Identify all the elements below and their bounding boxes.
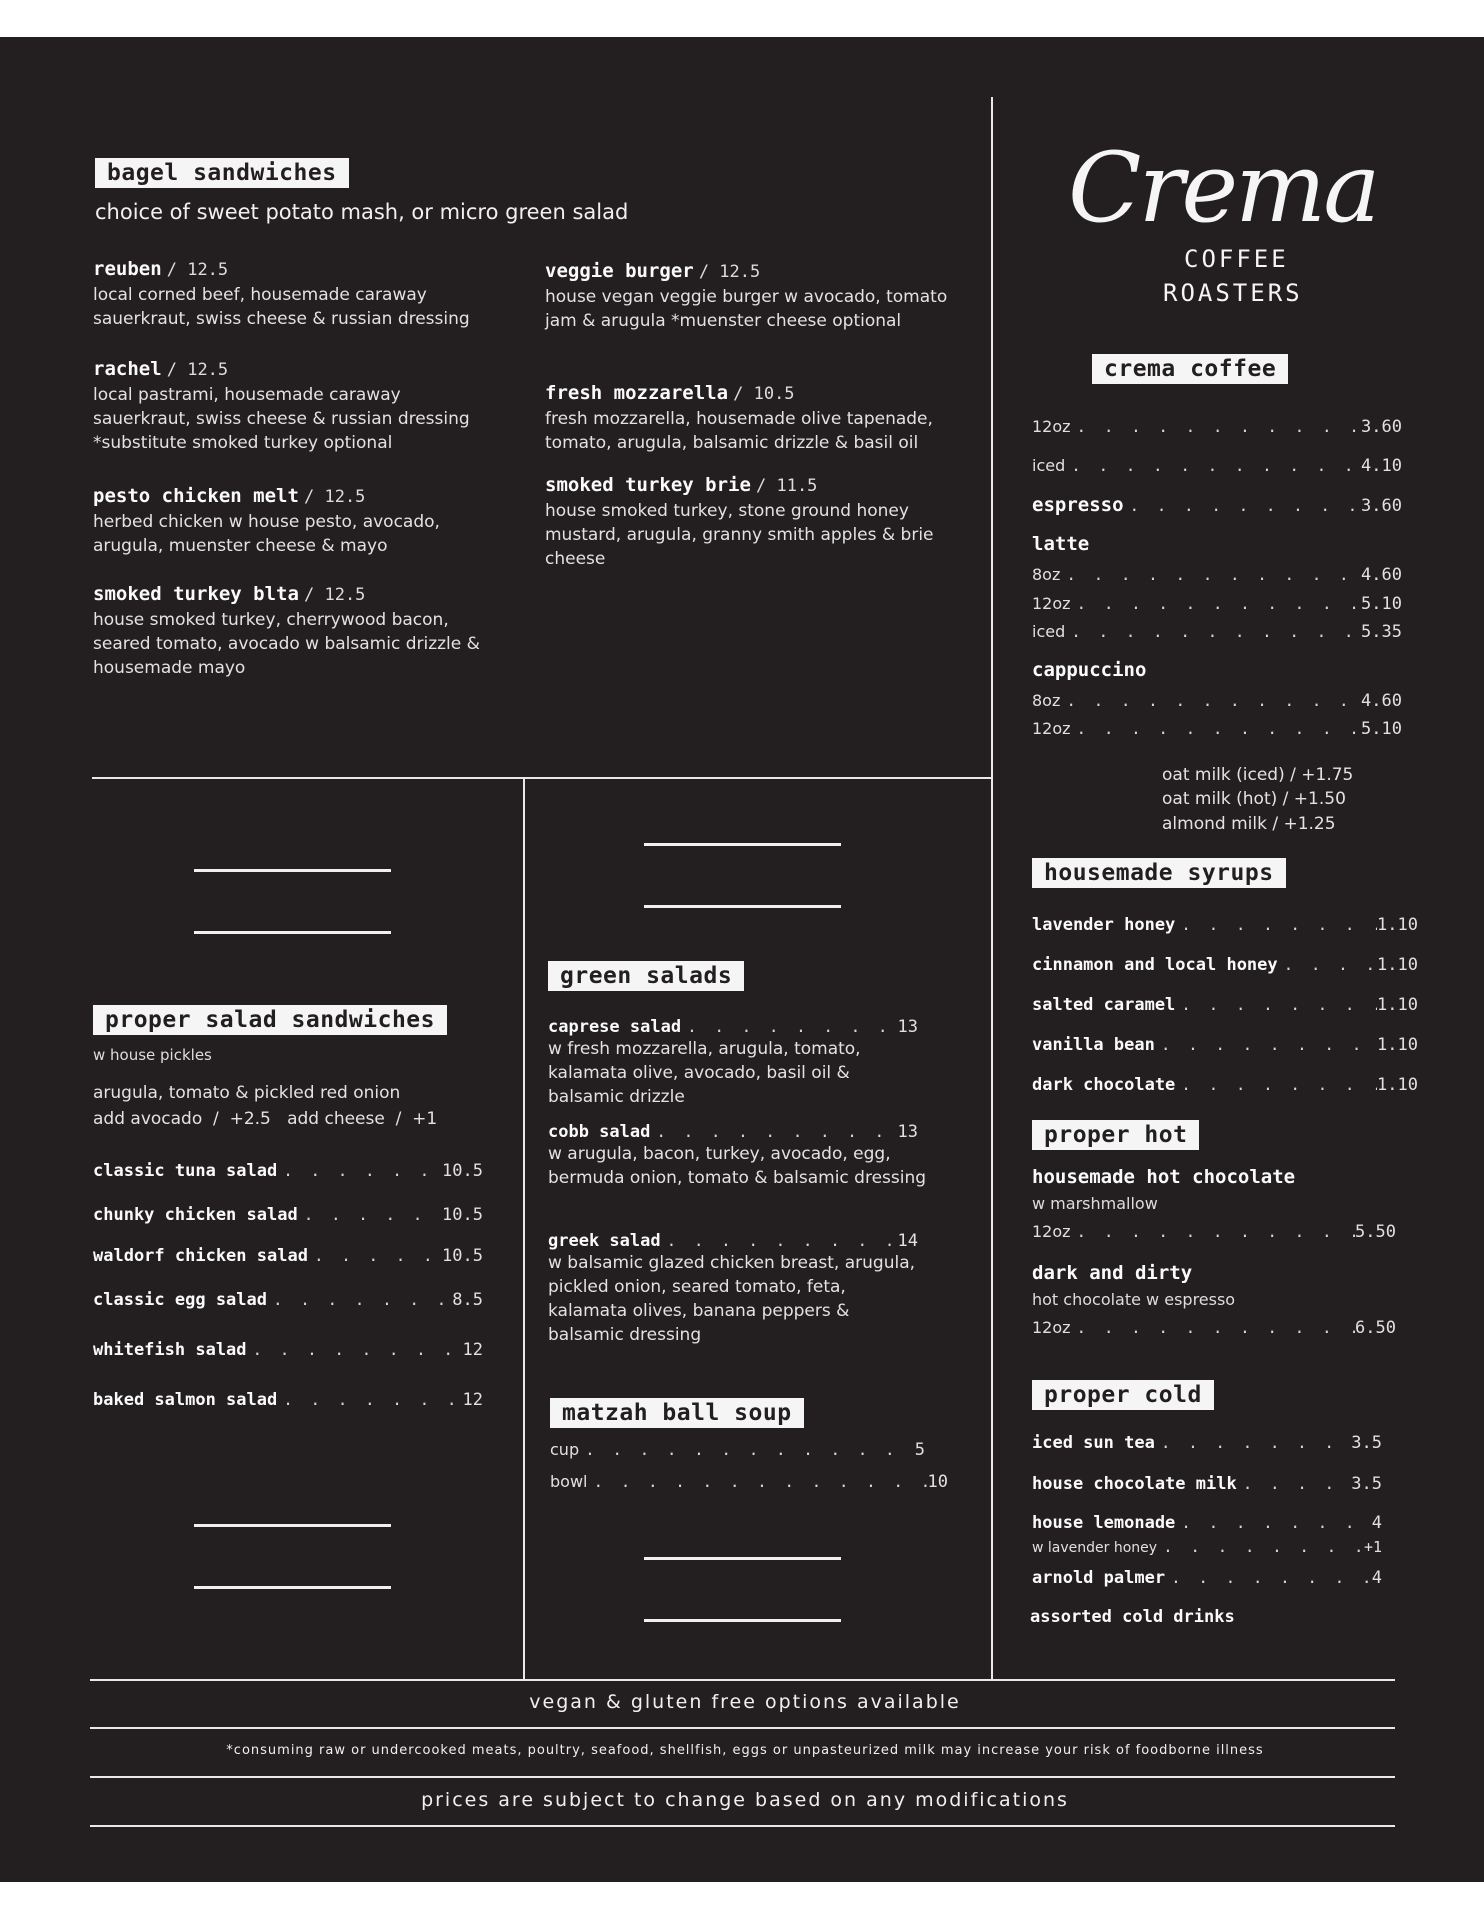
decorative-dash	[644, 905, 841, 908]
item-name: classic egg salad	[93, 1290, 267, 1310]
menu-item-dark-and-dirty-12oz	[1032, 1318, 1396, 1338]
item-name: veggie burger	[545, 260, 694, 282]
menu-item-pesto-chicken-melt	[93, 483, 503, 558]
column-divider-middle	[523, 778, 525, 1679]
item-price: 10.5	[442, 1161, 483, 1181]
dot-leader	[650, 1122, 897, 1141]
menu-item-smoked-turkey-blta	[93, 581, 503, 680]
dark-and-dirty-title: dark and dirty	[1032, 1262, 1193, 1284]
item-description: house smoked turkey, stone ground honey mustard, arugula, granny smith apples & brie cheese	[545, 501, 934, 569]
item-price: 13	[897, 1122, 918, 1142]
footer-divider-2	[90, 1727, 1395, 1729]
item-price: 12	[462, 1340, 483, 1360]
menu-item-baked-salmon-salad	[93, 1390, 483, 1410]
menu-item-cinnamon-local-honey	[1032, 955, 1418, 975]
dot-leader	[1157, 1537, 1364, 1556]
dot-leader	[308, 1246, 442, 1265]
item-name: waldorf chicken salad	[93, 1246, 308, 1266]
item-price: 3.60	[1361, 496, 1402, 516]
dot-leader	[1065, 456, 1361, 475]
item-price: 13	[897, 1017, 918, 1037]
footer-divider-1	[90, 1679, 1395, 1681]
item-name: house chocolate milk	[1032, 1474, 1237, 1494]
item-price: / 12.5	[304, 487, 366, 507]
item-price: 3.5	[1351, 1433, 1382, 1453]
dot-leader	[1124, 496, 1362, 515]
dot-leader	[587, 1472, 927, 1491]
item-price: 5	[914, 1440, 925, 1460]
dark-and-dirty-note: hot chocolate w espresso	[1032, 1290, 1236, 1309]
item-size: 12oz	[1032, 1318, 1071, 1337]
item-description: house vegan veggie burger w avocado, tomato jam & arugula *muenster cheese optional	[545, 287, 948, 331]
item-description: local corned beef, housemade caraway sauerkraut, swiss cheese & russian dressing	[93, 285, 470, 329]
item-title-row	[548, 1231, 918, 1251]
item-price: 3.5	[1351, 1474, 1382, 1494]
item-title-row	[548, 1017, 918, 1037]
item-price: 10	[927, 1472, 948, 1492]
dot-leader	[1071, 417, 1362, 436]
menu-item-chunky-chicken-salad	[93, 1205, 483, 1225]
item-price: / 12.5	[698, 262, 761, 282]
menu-item-cappuccino-8oz	[1032, 691, 1402, 711]
item-description: w balsamic glazed chicken breast, arugula, pickled onion, seared tomato, feta, kalamata olives, banana peppers & balsamic dressing	[548, 1253, 916, 1345]
menu-item-vanilla-bean	[1032, 1035, 1418, 1055]
dot-leader	[247, 1340, 463, 1359]
dot-leader	[1175, 995, 1377, 1014]
item-name: salted caramel	[1032, 995, 1176, 1015]
footer-consumer-advisory: *consuming raw or undercooked meats, poultry, seafood, shellfish, eggs or unpasteurized milk may increase your risk of foodborne illness	[226, 1743, 1264, 1758]
proper-cold-header: proper cold	[1032, 1380, 1214, 1410]
menu-item-classic-tuna-salad	[93, 1161, 483, 1181]
milk-option-oat-hot: oat milk (hot) / +1.50	[1162, 789, 1346, 809]
menu-item-greek-salad	[548, 1231, 928, 1347]
item-price: 8.5	[452, 1290, 483, 1310]
item-name: cup	[550, 1440, 580, 1459]
column-divider-right	[991, 97, 993, 1679]
dot-leader	[1175, 1513, 1371, 1532]
item-name: pesto chicken melt	[93, 485, 299, 507]
dot-leader	[1060, 565, 1361, 584]
item-name: vanilla bean	[1032, 1035, 1155, 1055]
item-title-row	[548, 1122, 918, 1142]
dot-leader	[1155, 1433, 1351, 1452]
menu-item-smoked-turkey-brie	[545, 472, 955, 571]
decorative-dash	[644, 1619, 841, 1622]
dot-leader	[1071, 719, 1362, 738]
item-price: / 12.5	[166, 260, 229, 280]
logo-roasters: ROASTERS	[1163, 279, 1303, 307]
hot-chocolate-title: housemade hot chocolate	[1032, 1166, 1296, 1188]
menu-item-assorted-cold-drinks	[1030, 1607, 1235, 1627]
dot-leader	[1065, 622, 1361, 641]
hot-chocolate-note: w marshmallow	[1032, 1194, 1158, 1213]
item-price: 12	[462, 1390, 483, 1410]
housemade-syrups-header: housemade syrups	[1032, 858, 1286, 888]
decorative-dash	[644, 843, 841, 846]
dot-leader	[1175, 1075, 1377, 1094]
item-name: chunky chicken salad	[93, 1205, 298, 1225]
menu-item-iced-sun-tea	[1032, 1433, 1382, 1453]
milk-option-almond: almond milk / +1.25	[1162, 814, 1336, 834]
item-price: 6.50	[1355, 1318, 1396, 1338]
item-price: 5.50	[1355, 1222, 1396, 1242]
dot-leader	[267, 1290, 452, 1309]
item-name: w lavender honey	[1032, 1540, 1158, 1556]
logo-coffee: COFFEE	[1184, 245, 1289, 273]
milk-option-oat-iced: oat milk (iced) / +1.75	[1162, 765, 1354, 785]
proper-hot-header: proper hot	[1032, 1120, 1199, 1150]
dot-leader	[1175, 915, 1377, 934]
item-name: dark chocolate	[1032, 1075, 1176, 1095]
menu-item-house-chocolate-milk	[1032, 1474, 1382, 1494]
bagel-sandwiches-header: bagel sandwiches	[95, 158, 349, 188]
item-name: fresh mozzarella	[545, 382, 729, 404]
crema-logo	[1068, 132, 1378, 313]
menu-item-lavender-honey	[1032, 915, 1418, 935]
menu-item-house-lemonade	[1032, 1513, 1382, 1533]
item-name: 8oz	[1032, 691, 1061, 710]
item-name: rachel	[93, 358, 162, 380]
item-description: w fresh mozzarella, arugula, tomato, kalamata olive, avocado, basil oil & balsamic drizzle	[548, 1039, 861, 1107]
item-name: 12oz	[1032, 417, 1071, 436]
menu-item-latte-iced	[1032, 622, 1402, 642]
item-price: 4.60	[1361, 565, 1402, 585]
item-price: 1.10	[1377, 955, 1418, 975]
dot-leader	[579, 1440, 915, 1459]
item-price: 4	[1371, 1568, 1382, 1588]
footer-divider-3	[90, 1776, 1395, 1778]
item-price: / 11.5	[756, 476, 818, 496]
item-price: 3.60	[1361, 417, 1402, 437]
item-name: lavender honey	[1032, 915, 1176, 935]
item-price: 4.10	[1361, 456, 1402, 476]
item-name: house lemonade	[1032, 1513, 1176, 1533]
decorative-dash	[194, 869, 391, 872]
menu-item-hot-chocolate-12oz	[1032, 1222, 1396, 1242]
menu-item-dark-chocolate-syrup	[1032, 1075, 1418, 1095]
item-name: 12oz	[1032, 719, 1071, 738]
item-price: 1.10	[1377, 1035, 1418, 1055]
menu-item-waldorf-chicken-salad	[93, 1246, 483, 1266]
item-price: 1.10	[1377, 1075, 1418, 1095]
item-description: herbed chicken w house pesto, avocado, arugula, muenster cheese & mayo	[93, 512, 440, 556]
item-price: / 12.5	[166, 360, 229, 380]
item-name: 12oz	[1032, 594, 1071, 613]
menu-item-classic-egg-salad	[93, 1290, 483, 1310]
salad-sandwiches-toppings: arugula, tomato & pickled red onion	[93, 1083, 401, 1103]
dot-leader	[661, 1231, 898, 1250]
decorative-dash	[194, 931, 391, 934]
dot-leader	[1071, 1222, 1356, 1241]
item-price: 1.10	[1377, 915, 1418, 935]
dot-leader	[277, 1390, 462, 1409]
matzah-ball-soup-header: matzah ball soup	[550, 1398, 804, 1428]
latte-title: latte	[1032, 533, 1090, 555]
dot-leader	[1237, 1474, 1352, 1493]
logo-script: Crema	[1068, 132, 1378, 244]
menu-item-cobb-salad	[548, 1122, 928, 1190]
item-name: cinnamon and local honey	[1032, 955, 1278, 975]
salad-sandwiches-note: w house pickles	[93, 1046, 212, 1064]
item-price: 5.35	[1361, 622, 1402, 642]
menu-item-coffee-12oz	[1032, 417, 1402, 437]
dot-leader	[681, 1017, 897, 1036]
item-description: w arugula, bacon, turkey, avocado, egg, bermuda onion, tomato & balsamic dressing	[548, 1144, 927, 1188]
item-price: +1	[1363, 1538, 1382, 1556]
dot-leader	[1071, 1318, 1356, 1337]
item-price: 5.10	[1361, 719, 1402, 739]
item-name: espresso	[1032, 494, 1124, 516]
green-salads-header: green salads	[548, 961, 744, 991]
menu-item-latte-8oz	[1032, 565, 1402, 585]
item-name: baked salmon salad	[93, 1390, 278, 1410]
item-price: / 12.5	[304, 585, 366, 605]
item-name: reuben	[93, 258, 162, 280]
item-name: 8oz	[1032, 565, 1061, 584]
item-name: iced sun tea	[1032, 1433, 1155, 1453]
decorative-dash	[194, 1524, 391, 1527]
dot-leader	[1060, 691, 1361, 710]
item-price: 4	[1371, 1513, 1382, 1533]
dot-leader	[1278, 955, 1377, 974]
salad-sandwiches-addons: add avocado / +2.5 add cheese / +1	[93, 1109, 438, 1129]
item-description: house smoked turkey, cherrywood bacon, seared tomato, avocado w balsamic drizzle & housemade mayo	[93, 610, 480, 678]
menu-item-soup-cup	[550, 1440, 925, 1460]
item-name: cobb salad	[548, 1122, 651, 1142]
item-name: classic tuna salad	[93, 1161, 278, 1181]
bagel-subtitle: choice of sweet potato mash, or micro green salad	[95, 200, 629, 224]
item-price: 4.60	[1361, 691, 1402, 711]
decorative-dash	[194, 1586, 391, 1589]
menu-item-soup-bowl	[550, 1472, 948, 1492]
item-name: iced	[1032, 456, 1066, 475]
menu-item-latte-12oz	[1032, 594, 1402, 614]
menu-item-coffee-iced	[1032, 456, 1402, 476]
item-price: 10.5	[442, 1246, 483, 1266]
section-divider-top	[92, 777, 992, 779]
item-price: / 10.5	[733, 384, 795, 404]
item-name: bowl	[550, 1472, 588, 1491]
cappuccino-title: cappuccino	[1032, 659, 1147, 681]
dot-leader	[1071, 594, 1362, 613]
menu-item-veggie-burger	[545, 258, 955, 333]
menu-item-fresh-mozzarella	[545, 380, 955, 455]
menu-item-cappuccino-12oz	[1032, 719, 1402, 739]
item-description: fresh mozzarella, housemade olive tapenade, tomato, arugula, balsamic drizzle & basil oil	[545, 409, 933, 453]
dot-leader	[277, 1161, 442, 1180]
menu-item-arnold-palmer	[1032, 1568, 1382, 1588]
menu-item-salted-caramel	[1032, 995, 1418, 1015]
item-price: 10.5	[442, 1205, 483, 1225]
decorative-dash	[644, 1557, 841, 1560]
dot-leader	[298, 1205, 442, 1224]
menu-item-reuben	[93, 256, 503, 331]
footer-vegan-note: vegan & gluten free options available	[529, 1691, 961, 1713]
item-name: smoked turkey brie	[545, 474, 751, 496]
footer-prices-note: prices are subject to change based on any modifications	[421, 1789, 1069, 1811]
item-name: caprese salad	[548, 1017, 682, 1037]
item-size: 12oz	[1032, 1222, 1071, 1241]
item-name: assorted cold drinks	[1030, 1607, 1235, 1627]
crema-coffee-header: crema coffee	[1092, 354, 1288, 384]
menu-item-rachel	[93, 356, 503, 455]
dot-leader	[1165, 1568, 1372, 1587]
salad-sandwiches-header: proper salad sandwiches	[93, 1005, 447, 1035]
item-price: 5.10	[1361, 594, 1402, 614]
item-description: local pastrami, housemade caraway sauerkraut, swiss cheese & russian dressing *substitute smoked turkey optional	[93, 385, 470, 453]
footer-divider-4	[90, 1825, 1395, 1827]
menu-item-caprese-salad	[548, 1017, 928, 1109]
item-name: greek salad	[548, 1231, 661, 1251]
item-name: smoked turkey blta	[93, 583, 299, 605]
dot-leader	[1155, 1035, 1377, 1054]
item-price: 14	[897, 1231, 918, 1251]
menu-item-whitefish-salad	[93, 1340, 483, 1360]
item-name: iced	[1032, 622, 1066, 641]
item-name: whitefish salad	[93, 1340, 247, 1360]
menu-item-lavender-honey-addon	[1032, 1537, 1382, 1556]
menu-item-espresso	[1032, 494, 1402, 516]
item-price: 1.10	[1377, 995, 1418, 1015]
item-name: arnold palmer	[1032, 1568, 1166, 1588]
